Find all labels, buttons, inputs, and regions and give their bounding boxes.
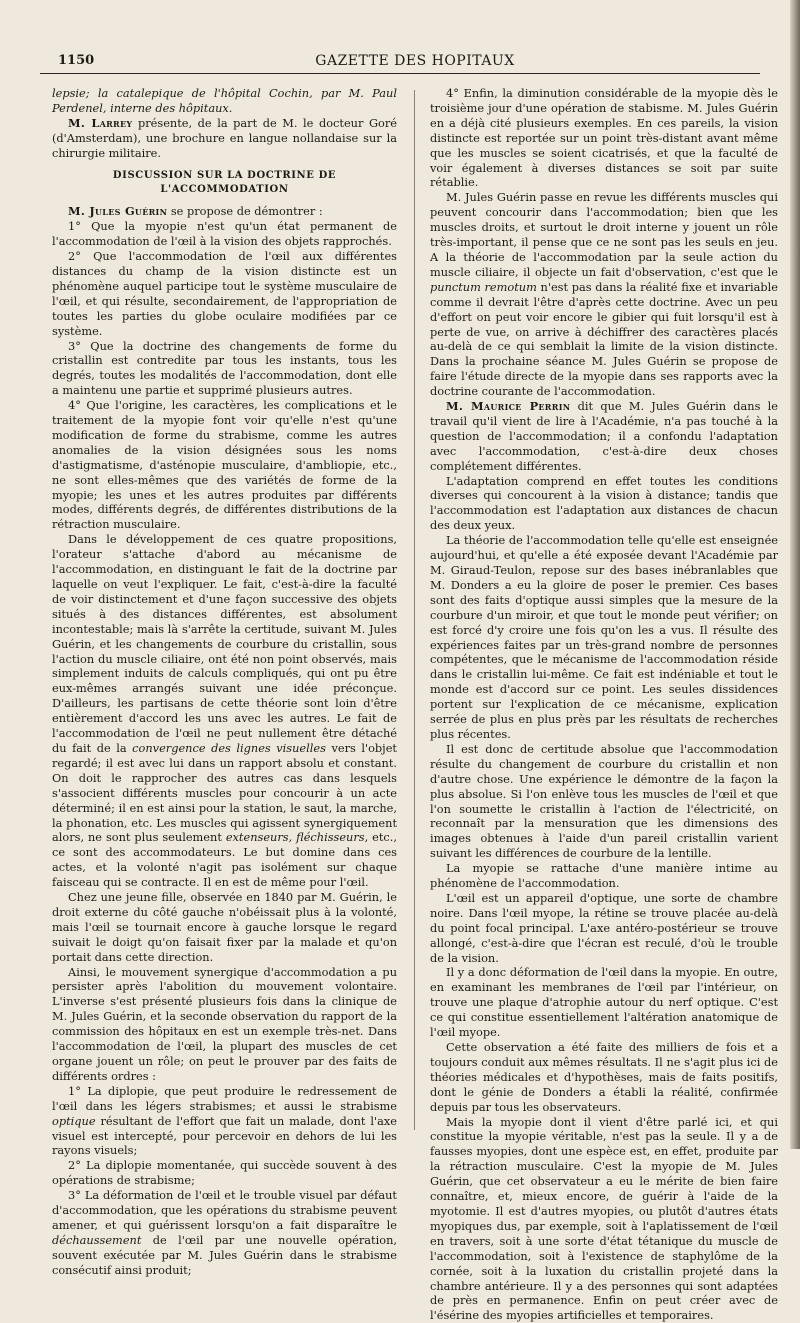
page-header [40,49,760,74]
paragraph-text: , etc., ce sont des accommodateurs. Le but domine dans ces actes, et la volonté n'agit pas isolément sur chaque faisceau qui se contracte. Il en est de même pour l'œil. [52,830,397,890]
emphasis: extenseurs, fléchisseurs [225,830,365,845]
emphasis: punctum remotum [430,279,537,294]
column-divider [414,90,415,1130]
paragraph: 2° La diplopie momentanée, qui succède souvent à des opérations de strabisme; [52,1158,397,1188]
paragraph: 1° Que la myopie n'est qu'un état permanent de l'accommodation de l'œil à la vision des objets rapprochés. [52,219,397,249]
paragraph: Ainsi, le mouvement synergique d'accommodation a pu persister après l'abolition du mouvement volontaire. L'inverse s'est présenté plusieurs fois dans la clinique de M. Jules Guérin, et la seconde observation du rapport de la commission des hôpitaux en est un exemple très-net. Dans l'accommodation de l'œil, la plupart des muscles de cet organe jouent un rôle; on peut le prouver par des faits de différents ordres : [52,964,397,1083]
running-title: GAZETTE DES HOPITAUX [315,53,515,69]
paragraph-text: se propose de démontrer : [167,204,323,219]
speaker-name: M. Larrey [68,115,133,130]
paragraph: La théorie de l'accommodation telle qu'elle est enseignée aujourd'hui, et qu'elle a été exposée devant l'Académie par M. Giraud-Teulon, repose sur des bases inébranlables que M. Donders a eu la gloire de poser le premier. Ces bases sont des faits d'optique aussi simples que la mesure de la courbure d'un miroir, et que tout le monde peut vérifier; on est forcé d'y croire une fois qu'on les a vus. Il résulte des expériences faites par un très-grand nombre de personnes compétentes, que le mécanisme de l'accommodation réside dans le cristallin lui-même. Ce fait est indéniable et tout le monde est d'accord sur ce point. Les seules dissidences portent sur l'explication de ce mécanisme, explication serrée de plus en plus près par les résultats de recherches plus récentes. [430,533,778,741]
paragraph-text: dit que M. Jules Guérin dans le travail qu'il vient de lire à l'Académie, n'a pas touché à la question de l'accommodation; il a confondu l'adaptation avec l'accommodation, c'est-à-dire deux choses complétement différentes. [430,399,778,473]
emphasis: convergence des lignes visuelles [132,740,326,755]
paragraph: 3° Que la doctrine des changements de forme du cristallin est contredite par tous les instants, tous les degrés, toutes les modalités de l'accommodation, dont elle a maintenu une partie et supprimé plusieurs autres. [52,338,397,398]
page-edge-shadow [790,0,800,1149]
paragraph-text: Dans le développement de ces quatre propositions, l'orateur s'attache d'abord au mécanisme de l'accommodation, en distinguant le fait de la doctrine par laquelle on veut l'expliquer. Le fait, c'est-à-dire la faculté de voir distinctement et d'une façon successive des objets situés à des distances différentes, est absolument incontestable; mais là s'arrête la certitude, suivant M. Jules Guérin, et les changements de courbure du cristallin, sous l'action du muscle ciliaire, ont été non point observés, mais simplement induits de calculs compliqués, qui ont pu être eux-mêmes arrangés suivant une idée préconçue. D'ailleurs, les partisans de cette théorie sont loin d'être entièrement d'accord les uns avec les autres. Le fait de l'accommodation de l'œil ne peut nullement être détaché du fait de la [52,532,397,755]
paragraph-text: M. Jules Guérin passe en revue les différents muscles qui peuvent concourir dans l'accommodation; bien que les muscles droits, et surtout le droit interne y jouent un rôle très-important, il pense que ce ne sont pas les seuls en jeu. A la théorie de l'accommodation par la seule action du muscle ciliaire, il objecte un fait d'observation, c'est que le [430,190,778,279]
paragraph [430,190,778,399]
paragraph-text: 1° La diplopie, que peut produire le redressement de l'œil dans les légers strabismes; et aussi le strabisme [52,1083,397,1113]
paragraph: Il y a donc déformation de l'œil dans la myopie. En outre, en examinant les membranes de l'œil par l'intérieur, on trouve une plaque d'atrophie autour du nerf optique. C'est ce qui constitue essentiellement l'altération anatomique de l'œil myope. [430,965,778,1040]
emphasis: optique [52,1113,96,1128]
paragraph-text: vers l'objet regardé; il est avec lui dans un rapport absolu et constant. On doit le rapprocher des autres cas dans lesquels s'associent différents muscles pour concourir à un acte déterminé; il en est ainsi pour la station, le saut, la marche, la phonation, etc. Les muscles qui agissent synergiquement alors, ne sont plus seulement [52,740,397,845]
paragraph [52,1188,397,1277]
paragraph: Il est donc de certitude absolue que l'accommodation résulte du changement de courbure du cristallin et non d'autre chose. Une expérience le démontre de la façon la plus absolue. Si l'on enlève tous les muscles de l'œil et que l'on soumette le cristallin à l'action de l'électricité, on reconnaît par la mensuration que les dimensions des images obtenues à l'aide d'un pareil cristallin varient suivant les différences de courbure de la lentille. [430,741,778,861]
section-heading: DISCUSSION SUR LA DOCTRINE DE L'ACCOMMODATION [112,169,337,196]
paragraph-text: 3° La déformation de l'œil et le trouble visuel par défaut d'accommodation, que les opérations du strabisme peuvent amener, et qui guérissent lorsqu'on a fait disparaître le [52,1188,397,1232]
speaker-name: M. Jules Guérin [68,204,168,219]
paragraph-text: résultant de l'effort que fait un malade, dont l'axe visuel est intercepté, pour percevoir en dehors de lui les rayons visuels; [52,1113,397,1158]
paragraph [430,399,778,474]
paragraph [52,116,397,161]
paragraph-text: de l'œil par une nouvelle opération, souvent exécutée par M. Jules Guérin dans le strabisme consécutif ainsi produit; [52,1232,397,1277]
paragraph [52,532,397,890]
paragraph: 4° Enfin, la diminution considérable de la myopie dès le troisième jour d'une opération de stabisme. M. Jules Guérin en a déjà cité plusieurs exemples. En ces pareils, la vision distincte est reportée sur un point très-distant avant même que les muscles se soient cicatrisés, et que la faculté de voir également à diverses distances se soit par suite rétablie. [430,86,778,190]
paragraph: L'adaptation comprend en effet toutes les conditions diverses qui concourent à la vision à distance; tandis que l'accommodation est l'adaptation aux distances de chacun des deux yeux. [430,473,778,533]
paragraph: 2° Que l'accommodation de l'œil aux différentes distances du champ de la vision distincte est un phénomène auquel participe tout le système musculaire de l'œil, et qui résulte, secondairement, de l'appropriation de toutes les parties du globe oculaire modifiées par ce système. [52,249,397,338]
page-number: 1150 [58,53,95,68]
paragraph: 4° Que l'origine, les caractères, les complications et le traitement de la myopie font voir qu'elle n'est qu'une modification de forme du strabisme, comme les autres anomalies de la vision désignées sous les noms d'astigmatisme, d'asténopie musculaire, d'ambliopie, etc., ne sont elles-mêmes que des variétés de forme de la myopie; les unes et les autres produites par différents modes, différents degrés, de différentes distributions de la rétraction musculaire. [52,398,397,532]
paragraph: Cette observation a été faite des milliers de fois et a toujours conduit aux mêmes résultats. Il ne s'agit plus ici de théories médicales et d'hypothèses, mais de faits positifs, dont le génie de Donders a établi la réalité, confirmée depuis par tous les observateurs. [430,1040,778,1114]
paragraph [52,1084,397,1159]
emphasis: déchaussement [52,1232,142,1247]
paragraph-text: présente, de la part de M. le docteur Goré (d'Amsterdam), une brochure en langue nollandaise sur la chirurgie militaire. [52,115,397,160]
paragraph-text: lepsie; la catalepique de l'hôpital Cochin, par M. Paul Perdenel, interne des hôpitaux. [52,86,397,115]
speaker-name: M. Maurice Perrin [446,399,571,414]
paragraph: La myopie se rattache d'une manière intime au phénomène de l'accommodation. [430,861,778,891]
paragraph [52,204,397,219]
paragraph: L'œil est un appareil d'optique, une sorte de chambre noire. Dans l'œil myope, la rétine se trouve placée au-delà du point focal principal. L'axe antéro-postérieur se trouve allongé, c'est-à-dire que l'écran est reculé, d'où le trouble de la vision. [430,890,778,965]
paragraph [52,86,397,116]
paragraph: Chez une jeune fille, observée en 1840 par M. Guérin, le droit externe du côté gauche n'obéissait plus à la volonté, mais l'œil se tournait encore à gauche lorsque le regard suivait le doigt qu'on faisait fixer par la malade et qu'on portait dans cette direction. [52,890,397,964]
left-column [52,86,397,1277]
paragraph: Mais la myopie dont il vient d'être parlé ici, et qui constitue la myopie véritable, n'est pas la seule. Il y a de fausses myopies, dont une espèce est, en effet, produite par la rétraction musculaire. C'est la myopie de M. Jules Guérin, que cet observateur a eu le mérite de bien faire connaître, et, mieux encore, de guérir à l'aide de la myotomie. Il est d'autres myopies, ou plutôt d'autres états myopiques dus, par exemple, soit à l'aplatissement de l'œil en travers, soit à une sorte d'état tétanique du muscle de l'accommodation, soit à l'existence de staphylôme de la cornée, soit à la luxation du cristallin projeté dans la chambre antérieure. Il y a des personnes qui sont adaptées de près en permanence. Enfin on peut créer avec de l'ésérine des myopies artificielles et temporaires. [430,1114,778,1323]
paragraph-text: n'est pas dans la réalité fixe et invariable comme il devrait l'être d'après cette doctrine. Avec un peu d'effort on peut voir encore le gibier qui fuit lorsqu'il est à perte de vue, on arrive à déchiffrer des caractères placés au-delà de ce qui semblait la limite de la vision distincte. Dans la prochaine séance M. Jules Guérin se propose de faire l'étude directe de la myopie dans ses rapports avec la doctrine courante de l'accommodation. [430,279,778,399]
right-column [430,86,778,1323]
